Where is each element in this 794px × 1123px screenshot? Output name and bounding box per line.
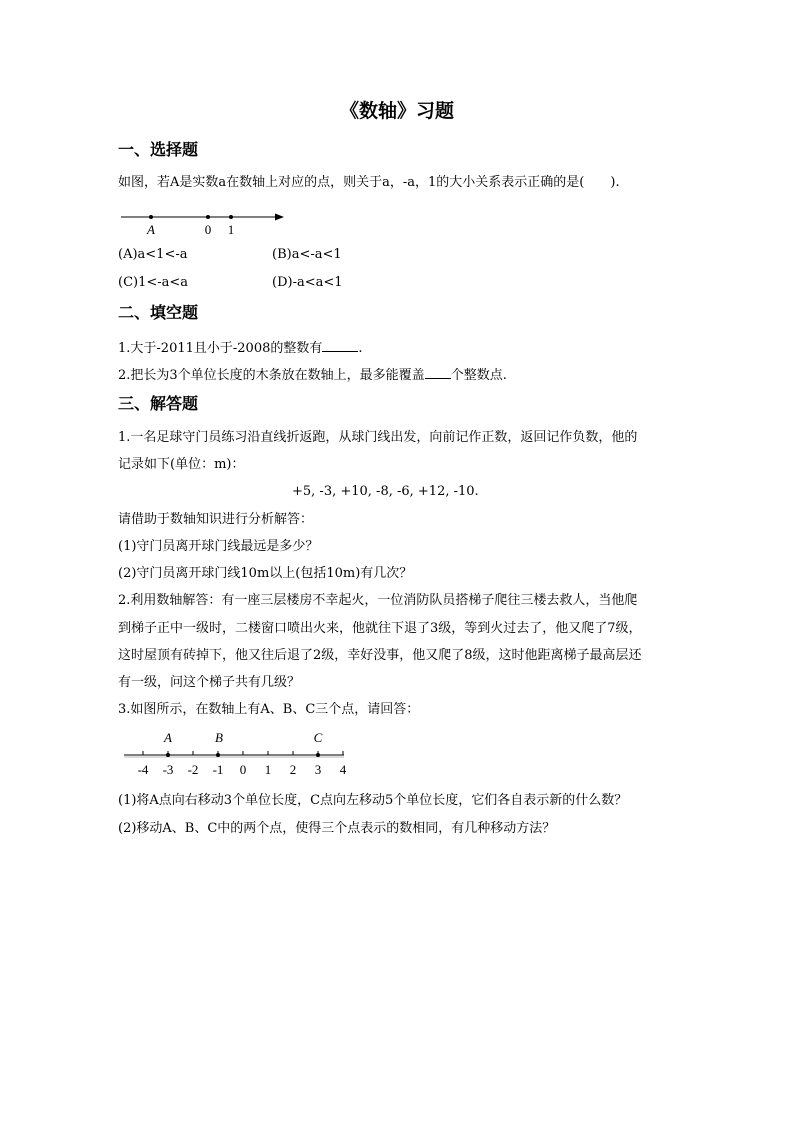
tick-label: -4 (137, 762, 149, 777)
point-one-dot (229, 215, 233, 219)
answer-blank-1[interactable] (322, 339, 358, 352)
fill-question-1 (118, 339, 363, 357)
fill-question-2 (118, 366, 507, 384)
solve-q2-line-1: 2.利用数轴解答：有一座三层楼房不幸起火，一位消防队员搭梯子爬往三楼去救人，当他爬 (118, 593, 638, 608)
option-d: (D)-a<a<1 (272, 275, 343, 290)
point-a-label: A (147, 222, 155, 237)
point-b-dot (216, 753, 220, 757)
tick-labels (138, 762, 347, 777)
option-b: (B)a<-a<1 (272, 247, 342, 262)
solve-q3-sub-2: (2)移动A、B、C中的两个点，使得三个点表示的数相同，有几种移动方法？ (118, 821, 556, 836)
tick-label: 0 (239, 762, 247, 777)
choice-question: 如图，若A是实数a在数轴上对应的点，则关于a，-a，1的大小关系表示正确的是( ). (118, 175, 620, 190)
tick-label: 1 (264, 762, 272, 777)
arrow-head (275, 214, 284, 221)
answer-blank-2[interactable] (425, 366, 451, 379)
option-a: (A)a<1<-a (118, 247, 188, 262)
fill-q2-end: 个整数点. (450, 368, 507, 383)
solve-q2-line-2: 到梯子正中一级时，二楼窗口喷出火来，他就往下退了3级，等到火过去了，他又爬了7级， (118, 621, 642, 636)
option-c: (C)1<-a<a (118, 275, 189, 290)
solve-q1-sub-2: (2)守门员离开球门线10m以上(包括10m)有几次？ (118, 566, 413, 581)
solve-q1-instruction: 请借助于数轴知识进行分析解答： (118, 512, 314, 527)
point-a-dot (149, 215, 153, 219)
solve-q3-sub-1: (1)将A点向右移动3个单位长度，C点向左移动5个单位长度，它们各自表示新的什么数？ (118, 793, 628, 808)
tick-label-1: 1 (227, 222, 235, 237)
solve-q1-record: +5, -3, +10, -8, -6, +12, -10. (292, 484, 479, 499)
section-heading-fill: 二、填空题 (118, 303, 199, 322)
solve-q3-intro: 3.如图所示，在数轴上有A、B、C三个点，请回答： (118, 702, 420, 717)
tick-label: 4 (339, 762, 347, 777)
page-title: 《数轴》习题 (340, 100, 455, 122)
section-heading-choice: 一、选择题 (118, 140, 199, 159)
solve-q1-line-2: 记录如下(单位：m)： (118, 457, 245, 472)
solve-q1-sub-1: (1)守门员离开球门线最远是多少？ (118, 539, 319, 554)
point-zero-dot (206, 215, 210, 219)
point-b-label: B (215, 730, 223, 745)
point-c-label: C (313, 730, 323, 745)
solve-q2-line-4: 有一级，问这个梯子共有几级？ (118, 675, 301, 690)
tick-label: 3 (314, 762, 322, 777)
tick-marks (143, 751, 343, 755)
solve-q2-line-3: 这时屋顶有砖掉下，他又往后退了2级，幸好没事，他又爬了8级，这时他距离梯子最高层还 (118, 648, 642, 663)
point-c-dot (316, 753, 320, 757)
tick-label: 2 (289, 762, 297, 777)
tick-label: -2 (187, 762, 199, 777)
point-a-label: A (164, 730, 172, 745)
tick-label: -1 (212, 762, 224, 777)
point-a-dot (166, 753, 170, 757)
number-line-figure-2 (118, 725, 358, 781)
fill-q1-end: . (358, 341, 363, 356)
tick-label: -3 (162, 762, 174, 777)
fill-q1-text: 1.大于-2011且小于-2008的整数有 (118, 341, 323, 356)
solve-q1-line-1: 1.一名足球守门员练习沿直线折返跑，从球门线出发，向前记作正数，返回记作负数，他的 (118, 430, 638, 445)
section-heading-solve: 三、解答题 (118, 394, 199, 413)
fill-q2-text: 2.把长为3个单位长度的木条放在数轴上，最多能覆盖 (118, 368, 425, 383)
tick-label-0: 0 (204, 222, 212, 237)
number-line-figure-1 (118, 208, 288, 240)
